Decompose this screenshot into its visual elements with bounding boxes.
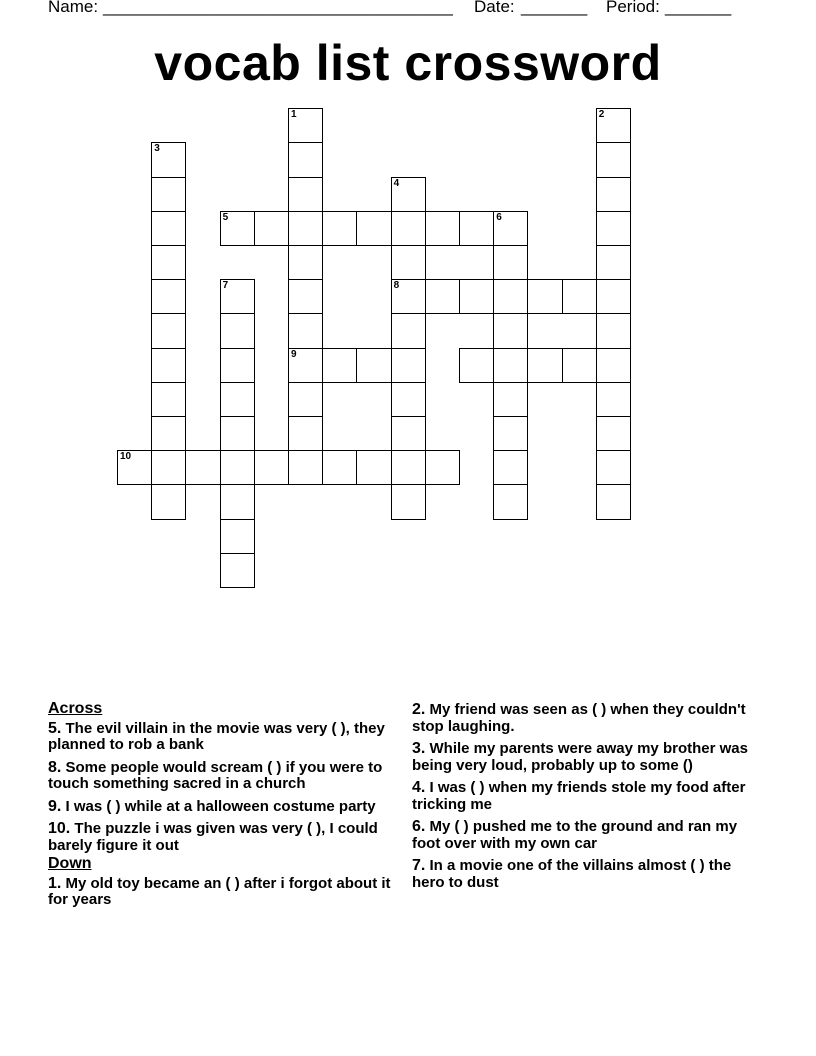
grid-cell[interactable] [596, 450, 631, 485]
grid-cell[interactable] [288, 348, 323, 383]
name-field[interactable]: _____________________________________ [103, 0, 453, 16]
grid-cell[interactable] [391, 348, 426, 383]
period-label: Period: [606, 0, 660, 16]
grid-cell[interactable] [596, 108, 631, 143]
clue-number-label: 5 [222, 211, 229, 223]
grid-cell[interactable] [596, 313, 631, 348]
grid-cell[interactable] [562, 348, 597, 383]
grid-cell[interactable] [254, 211, 289, 246]
date-label: Date: [474, 0, 515, 16]
grid-cell[interactable] [288, 279, 323, 314]
grid-cell[interactable] [220, 382, 255, 417]
grid-cell[interactable] [356, 211, 391, 246]
grid-cell[interactable] [527, 279, 562, 314]
grid-cell[interactable] [151, 348, 186, 383]
page-title: vocab list crossword [154, 35, 662, 91]
grid-cell[interactable] [596, 142, 631, 177]
clue-across-8: 8. Some people would scream ( ) if you were to touch something sacred in a church [48, 758, 383, 792]
grid-cell[interactable] [596, 279, 631, 314]
grid-cell[interactable] [493, 484, 528, 519]
clue-down-7: 7. In a movie one of the villains almost ( ) the hero to dust [412, 857, 732, 891]
grid-cell[interactable] [493, 211, 528, 246]
clue-down-1: 1. My old toy became an ( ) after i forgot about it for years [48, 874, 391, 908]
grid-cell[interactable] [254, 450, 289, 485]
grid-cell[interactable] [493, 245, 528, 280]
grid-cell[interactable] [391, 211, 426, 246]
grid-cell[interactable] [356, 348, 391, 383]
clue-number-label: 4 [393, 177, 400, 189]
grid-cell[interactable] [322, 211, 357, 246]
grid-cell[interactable] [493, 348, 528, 383]
clue-number-label: 9 [291, 348, 297, 360]
clue-down-6: 6. My ( ) pushed me to the ground and ran my foot over with my own car [412, 818, 738, 852]
down-heading: Down [48, 855, 92, 872]
grid-cell[interactable] [391, 177, 426, 212]
clue-number-label: 6 [496, 211, 502, 223]
date-field[interactable]: _______ [521, 0, 588, 16]
grid-cell[interactable] [220, 450, 255, 485]
grid-cell[interactable] [151, 142, 186, 177]
grid-cell[interactable] [459, 279, 494, 314]
grid-cell[interactable] [391, 450, 426, 485]
grid-cell[interactable] [151, 279, 186, 314]
grid-cell[interactable] [425, 450, 460, 485]
grid-cell[interactable] [596, 382, 631, 417]
grid-cell[interactable] [493, 313, 528, 348]
grid-cell[interactable] [493, 450, 528, 485]
grid-cell[interactable] [391, 382, 426, 417]
clue-across-5: 5. The evil villain in the movie was very ( ), they planned to rob a bank [48, 719, 385, 753]
grid-cell[interactable] [151, 484, 186, 519]
clue-across-10: 10. The puzzle i was given was very ( ), I could barely figure it out [48, 820, 378, 854]
grid-cell[interactable] [288, 416, 323, 451]
grid-cell[interactable] [425, 211, 460, 246]
grid-cell[interactable] [596, 211, 631, 246]
clue-number-label: 2 [598, 109, 605, 121]
clue-down-4: 4. I was ( ) when my friends stole my food after tricking me [412, 779, 746, 813]
grid-cell[interactable] [288, 382, 323, 417]
clue-number-label: 3 [154, 143, 160, 155]
grid-cell[interactable] [151, 450, 186, 485]
clue-down-3: 3. While my parents were away my brother was being very loud, probably up to some () [412, 740, 748, 774]
grid-cell[interactable] [151, 382, 186, 417]
grid-cell[interactable] [322, 348, 357, 383]
name-label: Name: [48, 0, 99, 16]
clue-across-9: 9. I was ( ) while at a halloween costume party [48, 797, 376, 815]
grid-cell[interactable] [322, 450, 357, 485]
grid-cell[interactable] [493, 416, 528, 451]
grid-cell[interactable] [220, 519, 255, 554]
grid-cell[interactable] [220, 211, 255, 246]
grid-cell[interactable] [220, 553, 255, 588]
grid-cell[interactable] [288, 108, 323, 143]
clue-number-label: 7 [222, 280, 229, 292]
grid-cell[interactable] [391, 484, 426, 519]
grid-cell[interactable] [288, 313, 323, 348]
grid-cell[interactable] [220, 313, 255, 348]
grid-cell[interactable] [391, 245, 426, 280]
grid-cell[interactable] [288, 450, 323, 485]
grid-cell[interactable] [596, 245, 631, 280]
grid-cell[interactable] [151, 245, 186, 280]
period-field[interactable]: _______ [665, 0, 732, 16]
grid-cell[interactable] [288, 142, 323, 177]
grid-cell[interactable] [596, 416, 631, 451]
grid-cell[interactable] [391, 416, 426, 451]
grid-cell[interactable] [493, 382, 528, 417]
grid-cell[interactable] [459, 211, 494, 246]
grid-cell[interactable] [220, 279, 255, 314]
grid-cell[interactable] [151, 177, 186, 212]
clues-left-column [48, 701, 408, 915]
grid-cell[interactable] [596, 484, 631, 519]
grid-cell[interactable] [220, 348, 255, 383]
grid-cell[interactable] [151, 313, 186, 348]
clue-down-2: 2. My friend was seen as ( ) when they couldn't stop laughing. [412, 701, 746, 735]
across-heading: Across [48, 700, 103, 717]
clue-number-label: 1 [291, 109, 297, 121]
grid-cell[interactable] [185, 450, 220, 485]
grid-cell[interactable] [220, 416, 255, 451]
grid-cell[interactable] [288, 245, 323, 280]
grid-cell[interactable] [425, 279, 460, 314]
clue-number-label: 10 [120, 451, 132, 463]
grid-cell[interactable] [288, 211, 323, 246]
grid-cell[interactable] [220, 484, 255, 519]
grid-cell[interactable] [596, 177, 631, 212]
grid-cell[interactable] [356, 450, 391, 485]
grid-cell[interactable] [151, 416, 186, 451]
grid-cell[interactable] [117, 450, 152, 485]
clue-number-label: 8 [393, 280, 400, 292]
grid-cell[interactable] [288, 177, 323, 212]
grid-cell[interactable] [493, 279, 528, 314]
grid-cell[interactable] [391, 279, 426, 314]
grid-cell[interactable] [459, 348, 494, 383]
clues-right-column [412, 702, 762, 897]
grid-cell[interactable] [527, 348, 562, 383]
grid-cell[interactable] [151, 211, 186, 246]
grid-cell[interactable] [596, 348, 631, 383]
grid-cell[interactable] [562, 279, 597, 314]
grid-cell[interactable] [391, 313, 426, 348]
